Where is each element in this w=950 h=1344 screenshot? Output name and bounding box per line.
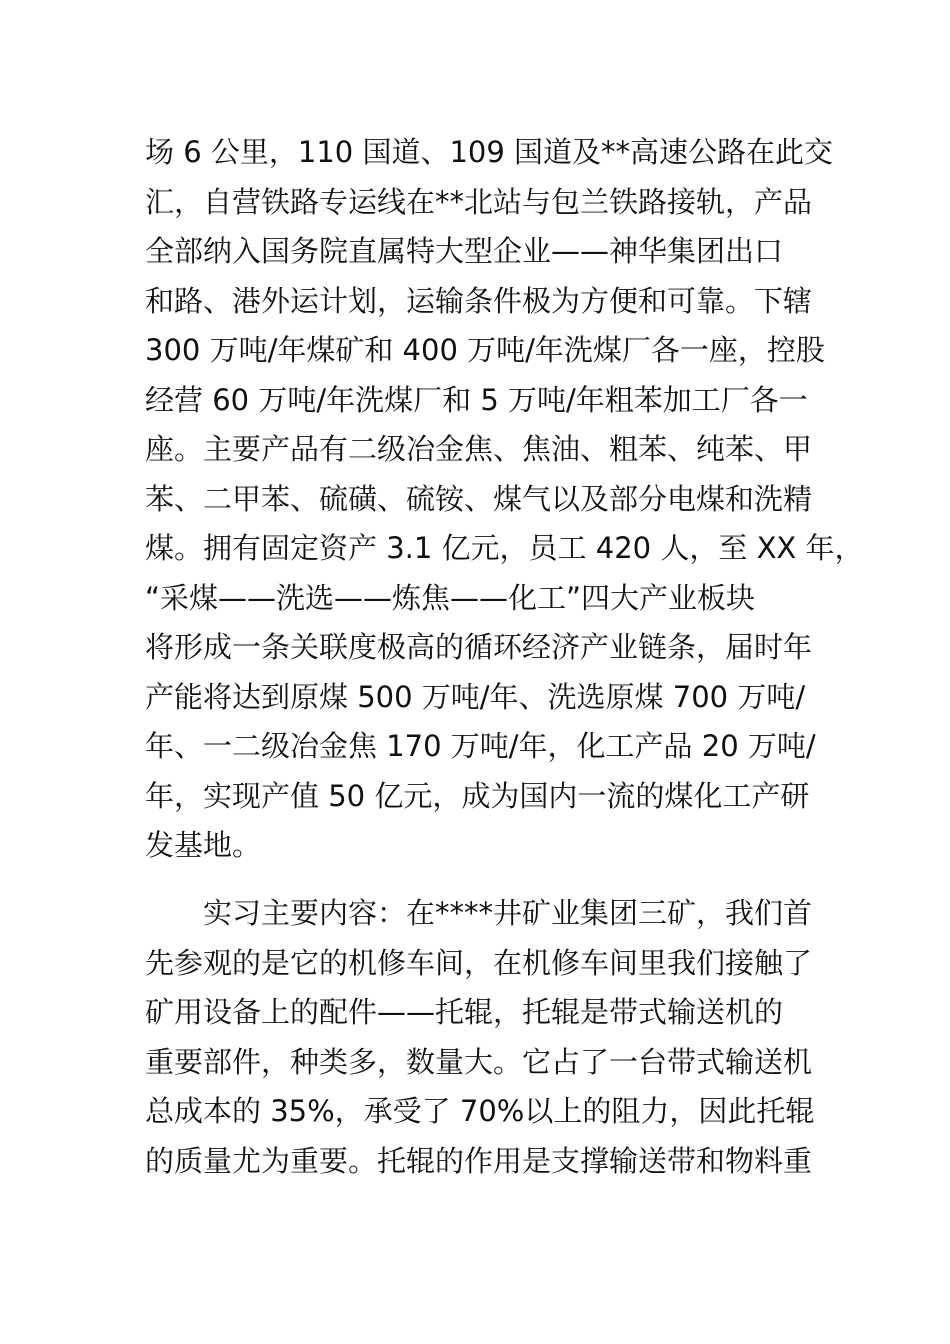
text-line: “采煤——洗选——炼焦——化工”四大产业板块 <box>145 580 756 615</box>
paragraph-internship-content <box>145 889 815 1186</box>
text-line: 场 6 公里，110 国道、109 国道及**高速公路在此交 <box>145 135 834 169</box>
text-line: 和路、港外运计划，运输条件极为方便和可靠。下辖 <box>145 283 813 318</box>
text-line: 座。主要产品有二级冶金焦、焦油、粗苯、纯苯、甲 <box>145 432 813 466</box>
text-line: 先参观的是它的机修车间，在机修车间里我们接触了 <box>145 945 813 980</box>
text-line: 苯、二甲苯、硫磺、硫铵、煤气以及部分电煤和洗精 <box>145 481 813 516</box>
paragraph-company-overview <box>145 128 864 871</box>
text-line: 年，实现产值 50 亿元，成为国内一流的煤化工产研 <box>145 778 810 813</box>
text-line: 将形成一条关联度极高的循环经济产业链条，届时年 <box>145 630 813 664</box>
text-line-indented: 实习主要内容：在****井矿业集团三矿，我们首 <box>203 896 813 930</box>
text-line: 产能将达到原煤 500 万吨/年、洗选原煤 700 万吨/ <box>145 679 806 714</box>
text-line: 年、一二级冶金焦 170 万吨/年，化工产品 20 万吨/ <box>145 729 816 763</box>
text-line: 煤。拥有固定资产 3.1 亿元，员工 420 人，至 XX 年， <box>145 531 864 565</box>
text-line: 发基地。 <box>145 828 262 862</box>
text-line: 汇，自营铁路专运线在**北站与包兰铁路接轨，产品 <box>145 184 813 219</box>
text-line: 的质量尤为重要。托辊的作用是支撑输送带和物料重 <box>145 1143 813 1178</box>
text-line: 矿用设备上的配件——托辊，托辊是带式输送机的 <box>145 995 784 1029</box>
text-line: 经营 60 万吨/年洗煤厂和 5 万吨/年粗苯加工厂各一 <box>145 382 808 417</box>
text-line: 重要部件，种类多，数量大。它占了一台带式输送机 <box>145 1044 813 1079</box>
text-line: 300 万吨/年煤矿和 400 万吨/年洗煤厂各一座，控股 <box>145 333 825 367</box>
text-line: 总成本的 35%，承受了 70%以上的阻力，因此托辊 <box>145 1094 815 1128</box>
text-line: 全部纳入国务院直属特大型企业——神华集团出口 <box>145 234 784 268</box>
